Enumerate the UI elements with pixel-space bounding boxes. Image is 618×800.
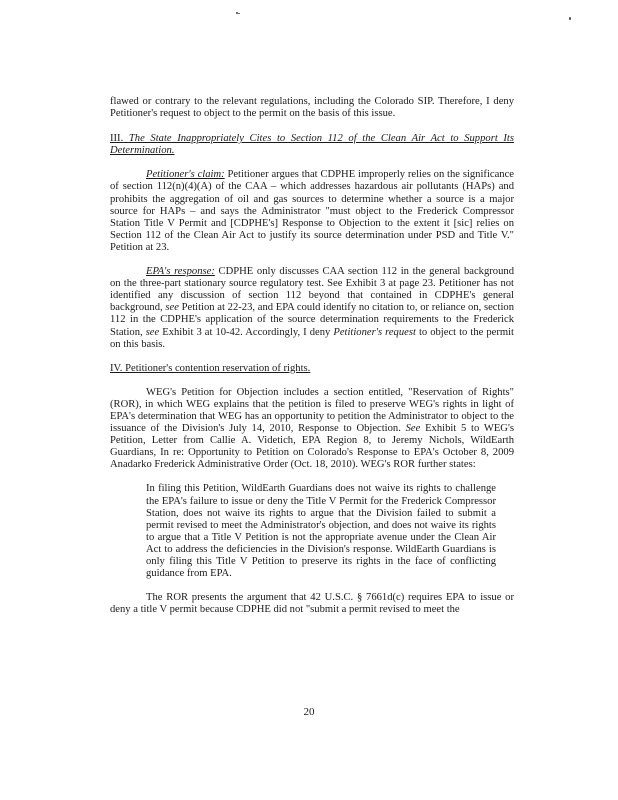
response-italic: Petitioner's request — [333, 326, 416, 338]
response-see-1: see — [165, 302, 179, 314]
scan-speck — [569, 17, 571, 20]
section-heading-iii — [110, 133, 514, 157]
response-text-2: Petition at 22-23, and EPA could identify no citation to, or reliance on, section 112 in the CDPHE's application of the source determination requirements to the Frederick Station, — [110, 302, 514, 338]
heading-text: The State Inappropriately Cites to Section 112 of the Clean Air Act to Support Its Determination. — [110, 133, 514, 157]
block-quote: In filing this Petition, WildEarth Guardians does not waive its rights to challenge the EPA's failure to issue or deny the Title V Permit for the Frederick Compressor Station, does not waive its rights to argue that the Division failed to submit a permit revised to meet the Administrator's objection, and does not waive its rights to argue that a Title V Petition is not the appropriate avenue under the Clean Air Act to address the deficiencies in the Division's response. WildEarth Guardians is only filing this Title V Petition to preserve its rights in the face of conflicting guidance from EPA. — [146, 483, 496, 580]
response-lead: EPA's response: — [146, 266, 215, 278]
claim-text: Petitioner argues that CDPHE improperly relies on the significance of section 112(n)(4)(A) of the CAA – which addresses hazardous air pollutants (HAPs) and prohibits the aggregation of oil and gas sources to determine whether a source is a major source for HAPs – and says the Administrator "must object to the Frederick Compressor Station Title V Permit and [CDPHE's] Response to Objection to the extent it [sic] relies on Section 112 of the Clean Air Act to justify its source determination under PSD and Title V." Petition at 23. — [110, 169, 514, 253]
ror-see: See — [405, 423, 421, 435]
response-text-1: CDPHE only discusses CAA section 112 in the general background on the three-part stationary source regulatory test. See Exhibit 3 at page 23. Petitioner has not identified any discussion of section 112 beyond that contained in CDPHE's general background, — [110, 266, 514, 314]
response-text-3: Exhibit 3 at 10-42. Accordingly, I deny — [159, 326, 334, 338]
claim-lead: Petitioner's claim: — [146, 169, 225, 181]
page-number: 20 — [303, 706, 315, 718]
paragraph-petitioner-claim — [110, 169, 514, 254]
heading-number: III. — [110, 133, 124, 145]
paragraph-epa-response — [110, 266, 514, 351]
paragraph-conclusion: flawed or contrary to the relevant regulations, including the Colorado SIP. Therefore, I deny Petitioner's request to object to the permit on the basis of this issue. — [110, 96, 514, 120]
paragraph-ror-argument: The ROR presents the argument that 42 U.S.C. § 7661d(c) requires EPA to issue or deny a title V permit because CDPHE did not "submit a permit revised to meet the — [110, 592, 514, 616]
scan-speck — [238, 13, 240, 14]
response-text-4: to object to the permit on this basis. — [110, 326, 514, 350]
document-body — [110, 96, 514, 628]
ror-text-1: WEG's Petition for Objection includes a section entitled, "Reservation of Rights" (ROR), in which WEG explains that the petition is filed to preserve WEG's rights in light of EPA's determination that WEG has an opportunity to petition the Administrator to object to the issuance of the Division's July 14, 2010, Response to Objection. — [110, 386, 514, 435]
paragraph-ror — [110, 387, 514, 472]
response-see-2: see — [145, 326, 160, 338]
ror-text-2: Exhibit 5 to WEG's Petition, Letter from Callie A. Videtich, EPA Region 8, to Jeremy Nichols, WildEarth Guardians, In re: Opportunity to Petition on Colorado's Response to EPA's October 8, 2009 Anadarko Frederick Administrative Order (Oct. 18, 2010). WEG's ROR further states: — [110, 423, 514, 471]
section-heading-iv: IV. Petitioner's contention reservation of rights. — [110, 362, 311, 374]
